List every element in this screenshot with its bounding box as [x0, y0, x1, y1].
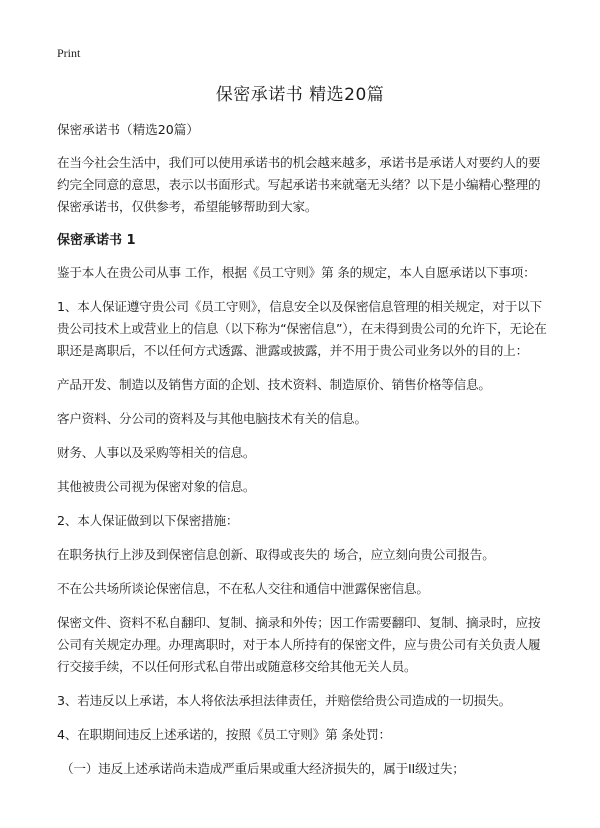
- paragraph: 4、在职期间违反上述承诺的，按照《员工守则》第 条处罚：: [57, 727, 391, 742]
- section-heading: 保密承诺书 1: [57, 233, 136, 248]
- subtitle: 保密承诺书（精选20篇）: [57, 122, 199, 137]
- page-title: 保密承诺书 精选20篇: [215, 85, 385, 105]
- paragraph: 3、若违反以上承诺，本人将依法承担法律责任，并赔偿给贵公司造成的一切损失。: [57, 693, 511, 708]
- paragraph: 客户资料、分公司的资料及与其他电脑技术有关的信息。: [57, 411, 367, 426]
- document-body: [57, 120, 549, 792]
- paragraph: 在职务执行上涉及到保密信息创新、取得或丧失的 场合，应立刻向贵公司报告。: [57, 547, 495, 562]
- paragraph: 财务、人事以及采购等相关的信息。: [57, 445, 256, 460]
- paragraph: 2、本人保证做到以下保密措施：: [57, 513, 239, 528]
- paragraph: （一）违反上述承诺尚未造成严重后果或重大经济损失的，属于II级过失；: [61, 761, 465, 776]
- print-link[interactable]: Print: [57, 46, 81, 60]
- paragraph: 鉴于本人在贵公司从事 工作，根据《员工守则》第 条的规定，本人自愿承诺以下事项：: [57, 265, 536, 280]
- paragraph: 1、本人保证遵守贵公司《员工守则》，信息安全以及保密信息管理的相关规定，对于以下贵公司技术上或营业上的信息（以下称为“保密信息”），在未得到贵公司的允许下，无论在职还是离职后，不以任何方式透露、泄露或披露，并不用于贵公司业务以外的目的上：: [57, 299, 547, 358]
- paragraph: 不在公共场所谈论保密信息，不在私人交往和通信中泄露保密信息。: [57, 581, 429, 596]
- paragraph: 产品开发、制造以及销售方面的企划、技术资料、制造原价、销售价格等信息。: [57, 377, 491, 392]
- paragraph: 保密文件、资料不私自翻印、复制、摘录和外传；因工作需要翻印、复制、摘录时，应按公司有关规定办理。办理离职时，对于本人所持有的保密文件，应与贵公司有关负责人履行交接手续，不以任何形式私自带出或随意移交给其他无关人员。: [57, 615, 541, 674]
- intro-paragraph: 在当今社会生活中，我们可以使用承诺书的机会越来越多，承诺书是承诺人对要约人的要约完全同意的意思，表示以书面形式。写起承诺书来就毫无头绪？以下是小编精心整理的保密承诺书，仅供参考，希望能够帮助到大家。: [57, 155, 541, 214]
- paragraph: 其他被贵公司视为保密对象的信息。: [57, 479, 256, 494]
